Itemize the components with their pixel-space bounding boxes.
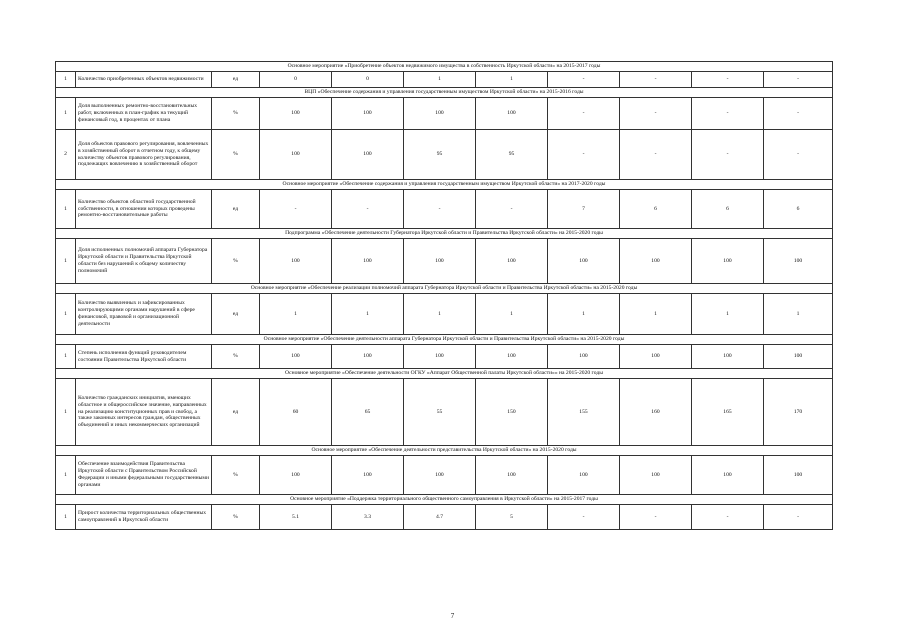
value-cell: 5	[476, 505, 548, 530]
value-cell: -	[764, 505, 833, 530]
section-header-row	[56, 335, 833, 345]
value-cell: 100	[260, 239, 332, 284]
indicator-name: Количество выявленных и зафиксированных контролирующими органами нарушений в сфере финансовой, правовой и организационной деятельности	[76, 294, 212, 335]
table-row	[56, 130, 833, 180]
section-title: Основное мероприятие «Обеспечение реализации полномочий аппарата Губернатора Иркутской области и Правительства Иркутской области» на 2015-2020 годы	[56, 284, 833, 294]
value-cell: 1	[764, 294, 833, 335]
value-cell: 100	[260, 345, 332, 369]
value-cell: 100	[692, 345, 764, 369]
value-cell: 1	[404, 294, 476, 335]
indicator-name: Доля объектов правового регулирования, вовлеченных в хозяйственный оборот в отчетном году, к общему количеству объектов правового регулирования, подлежащих вовлечению в хозяйственный оборот	[76, 130, 212, 180]
section-title: Основное мероприятие «Обеспечение деятельности представительства Иркутской области» на 2015-2020 годы	[56, 446, 833, 456]
value-cell: 60	[260, 379, 332, 446]
section-header-row	[56, 88, 833, 98]
value-cell: 100	[332, 130, 404, 180]
value-cell: 100	[692, 239, 764, 284]
value-cell: 6	[620, 190, 692, 229]
table-row	[56, 72, 833, 88]
unit-cell: ед	[212, 190, 260, 229]
row-number: 2	[56, 130, 76, 180]
value-cell: -	[332, 190, 404, 229]
value-cell: 3.3	[332, 505, 404, 530]
value-cell: 100	[260, 130, 332, 180]
row-number: 1	[56, 190, 76, 229]
unit-cell: %	[212, 98, 260, 130]
value-cell: -	[692, 505, 764, 530]
unit-cell: ед	[212, 379, 260, 446]
value-cell: 100	[332, 345, 404, 369]
value-cell: 65	[332, 379, 404, 446]
table-row	[56, 505, 833, 530]
value-cell: 100	[260, 98, 332, 130]
indicator-name: Обеспечение взаимодействия Правительства Иркутской области с Правительством Российской Федерации и иными федеральными государственными органами	[76, 456, 212, 495]
value-cell: -	[476, 190, 548, 229]
section-title: Основное мероприятие «Поддержка территориального общественного самоуправления в Иркутской области» на 2015-2017 годы	[56, 495, 833, 505]
section-header-row	[56, 495, 833, 505]
indicators-table	[55, 61, 833, 530]
table-row	[56, 239, 833, 284]
value-cell: -	[764, 130, 833, 180]
value-cell: 165	[692, 379, 764, 446]
value-cell: 1	[260, 294, 332, 335]
unit-cell: %	[212, 345, 260, 369]
value-cell: -	[692, 72, 764, 88]
value-cell: 100	[548, 456, 620, 495]
section-header-row	[56, 369, 833, 379]
indicator-name: Доля исполненных полномочий аппарата Губернатора Иркутской области и Правительства Иркутской области без нарушений к общему количеству полномочий	[76, 239, 212, 284]
section-header-row	[56, 229, 833, 239]
value-cell: 100	[620, 456, 692, 495]
row-number: 1	[56, 98, 76, 130]
value-cell: 100	[692, 456, 764, 495]
value-cell: -	[620, 98, 692, 130]
value-cell: 0	[332, 72, 404, 88]
value-cell: 1	[332, 294, 404, 335]
value-cell: 100	[404, 98, 476, 130]
table-row	[56, 190, 833, 229]
unit-cell: %	[212, 505, 260, 530]
row-number: 1	[56, 379, 76, 446]
page-number: 7	[450, 612, 455, 620]
unit-cell: ед	[212, 294, 260, 335]
value-cell: -	[620, 72, 692, 88]
value-cell: -	[620, 130, 692, 180]
section-title: ВЦП «Обеспечение содержания и управления государственным имуществом Иркутской области» на 2015-2016 годы	[56, 88, 833, 98]
row-number: 1	[56, 294, 76, 335]
section-title: Основное мероприятие «Приобретение объектов недвижимого имущества в собственность Иркутской области» на 2015-2017 годы	[56, 62, 833, 72]
unit-cell: %	[212, 239, 260, 284]
value-cell: -	[692, 98, 764, 130]
value-cell: 1	[476, 294, 548, 335]
section-header-row	[56, 446, 833, 456]
value-cell: 1	[692, 294, 764, 335]
value-cell: 100	[404, 345, 476, 369]
value-cell: 0	[260, 72, 332, 88]
row-number: 1	[56, 456, 76, 495]
value-cell: -	[764, 98, 833, 130]
table-row	[56, 456, 833, 495]
value-cell: 100	[764, 345, 833, 369]
indicator-name: Количество приобретенных объектов недвижимости	[76, 72, 212, 88]
value-cell: 100	[404, 456, 476, 495]
indicator-name: Степень исполнения функций руководителем состоянии Правительства Иркутской области	[76, 345, 212, 369]
value-cell: -	[692, 130, 764, 180]
table-row	[56, 294, 833, 335]
value-cell: 100	[548, 345, 620, 369]
row-number: 1	[56, 239, 76, 284]
value-cell: 100	[260, 456, 332, 495]
value-cell: 6	[692, 190, 764, 229]
value-cell: 170	[764, 379, 833, 446]
value-cell: 7	[548, 190, 620, 229]
unit-cell: %	[212, 130, 260, 180]
value-cell: -	[404, 190, 476, 229]
unit-cell: %	[212, 456, 260, 495]
value-cell: 100	[476, 345, 548, 369]
row-number: 1	[56, 72, 76, 88]
value-cell: 100	[764, 456, 833, 495]
table-body	[56, 62, 833, 530]
value-cell: 1	[620, 294, 692, 335]
value-cell: 1	[476, 72, 548, 88]
value-cell: 100	[620, 345, 692, 369]
value-cell: 100	[404, 239, 476, 284]
section-title: Основное мероприятие «Обеспечение содержания и управления государственным имуществом Иркутской области» на 2017-2020 годы	[56, 180, 833, 190]
value-cell: -	[548, 72, 620, 88]
value-cell: 100	[548, 239, 620, 284]
value-cell: 95	[404, 130, 476, 180]
row-number: 1	[56, 345, 76, 369]
value-cell: -	[260, 190, 332, 229]
section-title: Основное мероприятие «Обеспечение деятельности ОГКУ «Аппарат Общественной палаты Иркутской области»» на 2015-2020 годы	[56, 369, 833, 379]
value-cell: 100	[476, 239, 548, 284]
value-cell: 160	[620, 379, 692, 446]
unit-cell: ед	[212, 72, 260, 88]
value-cell: 4.7	[404, 505, 476, 530]
value-cell: -	[548, 130, 620, 180]
value-cell: 150	[476, 379, 548, 446]
value-cell: 55	[404, 379, 476, 446]
value-cell: 100	[476, 456, 548, 495]
value-cell: 155	[548, 379, 620, 446]
section-title: Основное мероприятие «Обеспечение деятельности аппарата Губернатора Иркутской области и Правительства Иркутской области» на 2015-2020 годы	[56, 335, 833, 345]
value-cell: -	[620, 505, 692, 530]
value-cell: -	[548, 505, 620, 530]
value-cell: 100	[332, 456, 404, 495]
value-cell: 100	[476, 98, 548, 130]
table-row	[56, 345, 833, 369]
section-header-row	[56, 180, 833, 190]
section-header-row	[56, 284, 833, 294]
value-cell: 100	[332, 239, 404, 284]
value-cell: 6	[764, 190, 833, 229]
indicator-name: Количество объектов областной государственной собственности, в отношении которых проведены ремонтно-восстановительные работы	[76, 190, 212, 229]
row-number: 1	[56, 505, 76, 530]
section-title: Подпрограмма «Обеспечение деятельности Губернатора Иркутской области и Правительства Иркутской области» на 2015-2020 годы	[56, 229, 833, 239]
value-cell: 5.1	[260, 505, 332, 530]
indicator-name: Количество гражданских инициатив, имеющих областное и общероссийское значение, направленных на реализацию конституционных прав и свобод, а также законных интересов граждан, общественных объединений и иных некоммерческих организаций	[76, 379, 212, 446]
value-cell: 100	[332, 98, 404, 130]
indicator-name: Прирост количества территориальных общественных самоуправлений в Иркутской области	[76, 505, 212, 530]
table-row	[56, 379, 833, 446]
value-cell: 100	[764, 239, 833, 284]
value-cell: 1	[548, 294, 620, 335]
indicator-name: Доля выполненных ремонтно-восстановительных работ, включенных в план-график на текущий финансовый год, в процентах от плана	[76, 98, 212, 130]
section-header-row	[56, 62, 833, 72]
value-cell: 95	[476, 130, 548, 180]
value-cell: 100	[620, 239, 692, 284]
value-cell: 1	[404, 72, 476, 88]
value-cell: -	[764, 72, 833, 88]
table-row	[56, 98, 833, 130]
value-cell: -	[548, 98, 620, 130]
